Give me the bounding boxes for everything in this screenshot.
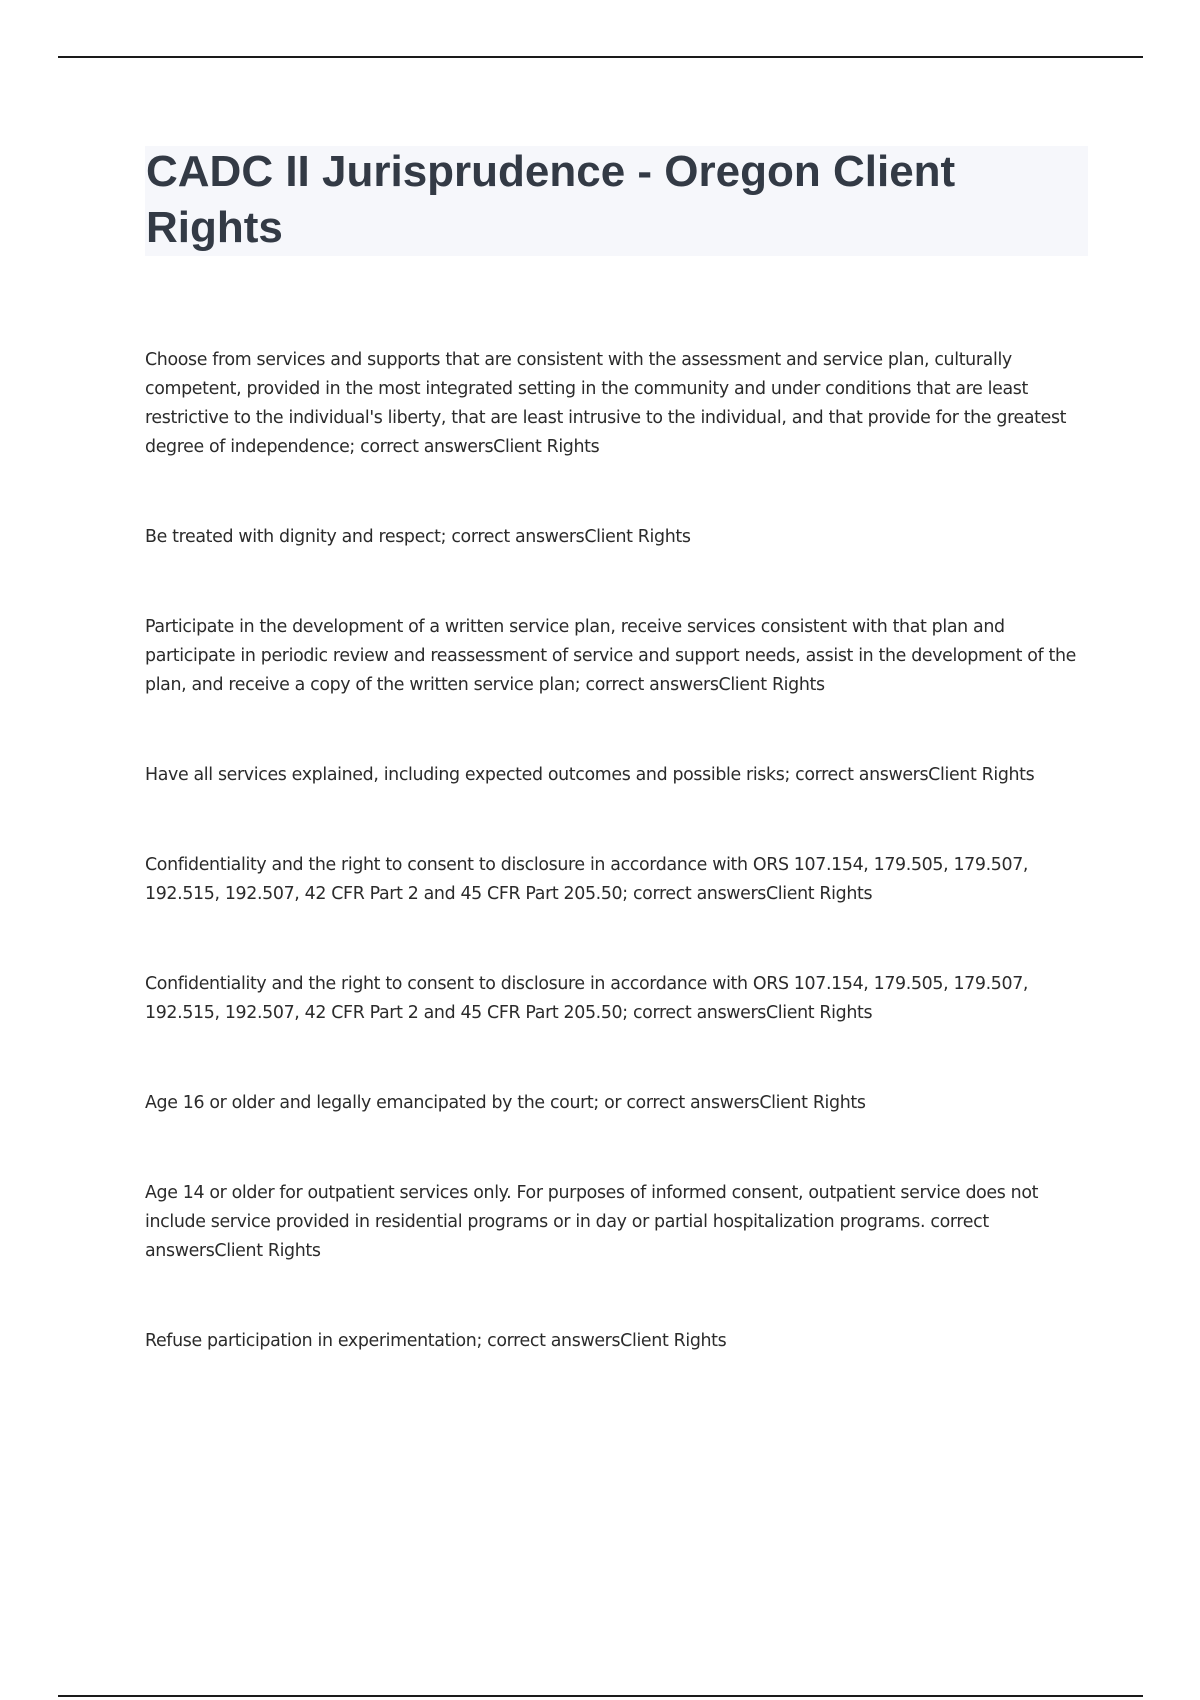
qa-item-refuse-experimentation: Refuse participation in experimentation; correct answersClient Rights: [145, 1331, 727, 1351]
qa-item-age-16: Age 16 or older and legally emancipated by the court; or correct answersClient Rights: [145, 1093, 866, 1113]
qa-item-choose-services: Choose from services and supports that are consistent with the assessment and service plan, culturally competent, provided in the most integrated setting in the community and under conditions that are least restrictive to the individual's liberty, that are least intrusive to the individual, and that provide for the greatest degree of independence; correct answersClient Rights: [145, 350, 1067, 457]
qa-item-service-plan: Participate in the development of a written service plan, receive services consistent with that plan and participate in periodic review and reassessment of service and support needs, assist in the development of the plan, and receive a copy of the written service plan; correct answersClient Rights: [145, 617, 1076, 695]
top-divider: [58, 56, 1143, 58]
bottom-divider: [58, 1695, 1143, 1697]
qa-item-services-explained: Have all services explained, including expected outcomes and possible risks; correct answersClient Rights: [145, 765, 1035, 785]
qa-item-confidentiality-repeat: Confidentiality and the right to consent to disclosure in accordance with ORS 107.154, 179.505, 179.507, 192.515, 192.507, 42 CFR Part 2 and 45 CFR Part 205.50; correct answersClient Rights: [145, 974, 1029, 1023]
qa-item-confidentiality: Confidentiality and the right to consent to disclosure in accordance with ORS 107.154, 179.505, 179.507, 192.515, 192.507, 42 CFR Part 2 and 45 CFR Part 205.50; correct answersClient Rights: [145, 855, 1029, 904]
qa-item-age-14: Age 14 or older for outpatient services only. For purposes of informed consent, outpatient service does not include service provided in residential programs or in day or partial hospitalization programs. correct answersClient Rights: [145, 1183, 1039, 1261]
qa-item-dignity: Be treated with dignity and respect; correct answersClient Rights: [145, 527, 691, 547]
page-title: CADC II Jurisprudence - Oregon Client Rights: [146, 147, 956, 252]
qa-list: [145, 346, 1095, 1417]
